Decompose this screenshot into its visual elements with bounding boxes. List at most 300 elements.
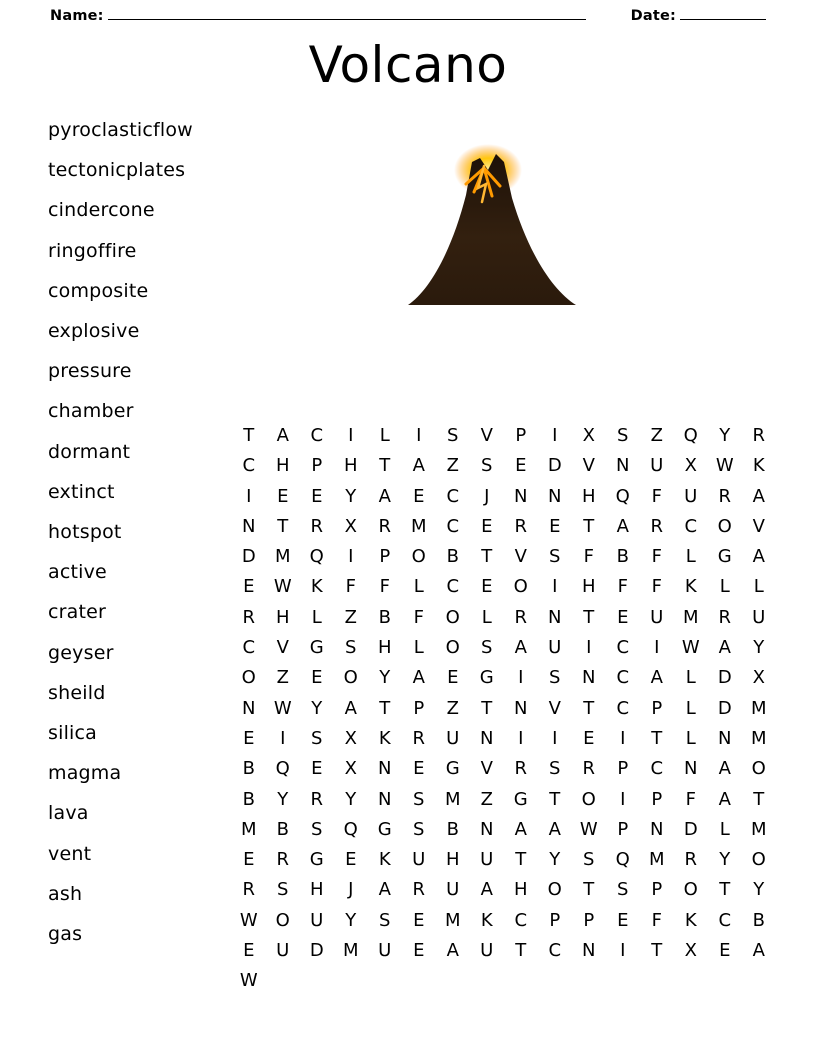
word-list-item[interactable]: composite — [48, 279, 149, 302]
grid-cell[interactable]: L — [413, 637, 425, 659]
word-list-item[interactable]: chamber — [48, 400, 134, 423]
grid-cell[interactable]: I — [280, 727, 286, 749]
grid-cell[interactable]: C — [616, 667, 630, 689]
grid-cell[interactable]: U — [310, 909, 324, 931]
grid-cell[interactable]: W — [273, 576, 293, 598]
grid-cell[interactable]: I — [620, 940, 626, 962]
word-list-item[interactable]: gas — [48, 923, 83, 946]
grid-cell[interactable]: N — [548, 485, 562, 507]
grid-cell[interactable]: B — [242, 758, 256, 780]
grid-cell[interactable]: I — [416, 425, 422, 446]
grid-cell[interactable]: R — [514, 515, 528, 537]
grid-cell[interactable]: P — [617, 758, 629, 780]
grid-cell[interactable]: P — [651, 788, 663, 810]
grid-cell[interactable]: L — [311, 606, 323, 628]
grid-cell[interactable]: T — [379, 455, 391, 477]
grid-cell[interactable]: B — [242, 788, 256, 810]
grid-cell[interactable]: B — [752, 909, 766, 931]
grid-cell[interactable]: X — [684, 940, 698, 962]
grid-cell[interactable]: U — [412, 849, 426, 871]
grid-cell[interactable]: X — [344, 758, 358, 780]
grid-cell[interactable]: U — [548, 637, 562, 659]
grid-cell[interactable]: O — [717, 515, 733, 537]
grid-cell[interactable]: O — [411, 546, 427, 568]
grid-cell[interactable]: I — [552, 425, 558, 446]
grid-cell[interactable]: Q — [275, 758, 291, 780]
word-list-item[interactable]: explosive — [48, 320, 140, 343]
grid-cell[interactable]: O — [275, 909, 291, 931]
grid-cell[interactable]: V — [548, 697, 562, 719]
grid-cell[interactable]: I — [518, 667, 524, 689]
grid-cell[interactable]: T — [515, 849, 527, 871]
grid-cell[interactable]: E — [413, 758, 425, 780]
grid-cell[interactable]: U — [480, 849, 494, 871]
word-list-item[interactable]: geyser — [48, 641, 114, 664]
grid-cell[interactable]: C — [718, 909, 732, 931]
grid-cell[interactable]: N — [480, 818, 494, 840]
grid-cell[interactable]: N — [378, 788, 392, 810]
grid-cell[interactable]: L — [719, 818, 731, 840]
grid-cell[interactable]: N — [514, 697, 528, 719]
grid-cell[interactable]: P — [379, 546, 391, 568]
grid-cell[interactable]: Y — [311, 697, 323, 719]
grid-cell[interactable]: B — [446, 546, 460, 568]
grid-cell[interactable]: S — [311, 727, 323, 749]
grid-cell[interactable]: A — [514, 818, 528, 840]
grid-cell[interactable]: E — [583, 727, 595, 749]
grid-cell[interactable]: M — [410, 515, 428, 537]
grid-cell[interactable]: U — [446, 727, 460, 749]
grid-cell[interactable]: E — [413, 485, 425, 507]
grid-cell[interactable]: K — [378, 727, 392, 749]
grid-cell[interactable]: C — [548, 940, 562, 962]
grid-cell[interactable]: L — [481, 606, 493, 628]
grid-cell[interactable]: S — [549, 546, 561, 568]
grid-cell[interactable]: I — [552, 727, 558, 749]
grid-cell[interactable]: R — [412, 879, 426, 901]
grid-cell[interactable]: F — [345, 576, 357, 598]
grid-cell[interactable]: O — [751, 849, 767, 871]
grid-cell[interactable]: I — [586, 637, 592, 659]
grid-cell[interactable]: I — [654, 637, 660, 659]
grid-cell[interactable]: N — [718, 727, 732, 749]
grid-cell[interactable]: S — [481, 637, 493, 659]
grid-cell[interactable]: F — [651, 485, 663, 507]
grid-cell[interactable]: M — [750, 727, 768, 749]
grid-cell[interactable]: Y — [719, 425, 731, 446]
grid-cell[interactable]: G — [309, 849, 325, 871]
grid-cell[interactable]: A — [718, 758, 732, 780]
grid-cell[interactable]: S — [481, 455, 493, 477]
grid-cell[interactable]: W — [239, 970, 259, 992]
grid-cell[interactable]: N — [480, 727, 494, 749]
grid-cell[interactable]: L — [685, 697, 697, 719]
grid-cell[interactable]: K — [684, 909, 698, 931]
grid-cell[interactable]: R — [718, 485, 732, 507]
grid-cell[interactable]: W — [579, 818, 599, 840]
grid-cell[interactable]: T — [379, 697, 391, 719]
grid-cell[interactable]: E — [617, 909, 629, 931]
grid-cell[interactable]: S — [413, 788, 425, 810]
grid-cell[interactable]: V — [752, 515, 766, 537]
grid-cell[interactable]: D — [547, 455, 563, 477]
grid-cell[interactable]: G — [479, 667, 495, 689]
grid-cell[interactable]: G — [445, 758, 461, 780]
grid-cell[interactable]: Y — [753, 637, 765, 659]
grid-cell[interactable]: C — [684, 515, 698, 537]
grid-cell[interactable]: A — [752, 485, 766, 507]
grid-cell[interactable]: T — [651, 940, 663, 962]
grid-cell[interactable]: O — [445, 606, 461, 628]
grid-cell[interactable]: Y — [379, 667, 391, 689]
grid-cell[interactable]: E — [413, 909, 425, 931]
grid-cell[interactable]: O — [751, 758, 767, 780]
grid-cell[interactable]: A — [344, 697, 358, 719]
grid-cell[interactable]: Z — [480, 788, 494, 810]
grid-cell[interactable]: N — [548, 606, 562, 628]
grid-cell[interactable]: A — [378, 879, 392, 901]
grid-cell[interactable]: Q — [615, 485, 631, 507]
grid-cell[interactable]: R — [718, 606, 732, 628]
grid-cell[interactable]: T — [753, 788, 765, 810]
grid-cell[interactable]: S — [617, 879, 629, 901]
word-list-item[interactable]: ash — [48, 882, 83, 905]
grid-cell[interactable]: T — [549, 788, 561, 810]
grid-cell[interactable]: M — [648, 849, 666, 871]
grid-cell[interactable]: M — [750, 697, 768, 719]
word-list-item[interactable]: silica — [48, 722, 98, 745]
grid-cell[interactable]: A — [412, 667, 426, 689]
grid-cell[interactable]: P — [651, 879, 663, 901]
grid-cell[interactable]: F — [379, 576, 391, 598]
word-list-item[interactable]: pyroclasticflow — [48, 119, 193, 141]
grid-cell[interactable]: H — [513, 879, 529, 901]
grid-cell[interactable]: K — [684, 576, 698, 598]
word-list-item[interactable]: crater — [48, 601, 107, 624]
grid-cell[interactable]: A — [548, 818, 562, 840]
grid-cell[interactable]: T — [651, 727, 663, 749]
grid-cell[interactable]: I — [246, 485, 252, 507]
grid-cell[interactable]: G — [717, 546, 733, 568]
grid-cell[interactable]: F — [413, 606, 425, 628]
grid-cell[interactable]: C — [242, 455, 256, 477]
grid-cell[interactable]: T — [583, 697, 595, 719]
grid-cell[interactable]: H — [445, 849, 461, 871]
grid-cell[interactable]: P — [549, 909, 561, 931]
grid-cell[interactable]: C — [242, 637, 256, 659]
grid-cell[interactable]: C — [446, 515, 460, 537]
word-list-item[interactable]: ringoffire — [48, 239, 137, 262]
word-list-item[interactable]: pressure — [48, 360, 132, 383]
grid-cell[interactable]: E — [447, 667, 459, 689]
grid-cell[interactable]: Z — [344, 606, 358, 628]
grid-cell[interactable]: R — [752, 425, 766, 446]
grid-cell[interactable]: V — [276, 637, 290, 659]
grid-cell[interactable]: T — [481, 546, 493, 568]
grid-cell[interactable]: X — [344, 515, 358, 537]
grid-cell[interactable]: C — [650, 758, 664, 780]
grid-cell[interactable]: A — [752, 940, 766, 962]
grid-cell[interactable]: L — [379, 425, 391, 446]
grid-cell[interactable]: U — [650, 606, 664, 628]
grid-cell[interactable]: L — [753, 576, 765, 598]
grid-cell[interactable]: P — [583, 909, 595, 931]
grid-cell[interactable]: L — [685, 727, 697, 749]
grid-cell[interactable]: O — [683, 879, 699, 901]
grid-cell[interactable]: R — [276, 849, 290, 871]
grid-cell[interactable]: Z — [650, 425, 664, 446]
grid-cell[interactable]: I — [518, 727, 524, 749]
grid-cell[interactable]: A — [276, 425, 290, 446]
grid-cell[interactable]: A — [378, 485, 392, 507]
grid-cell[interactable]: Z — [446, 697, 460, 719]
grid-cell[interactable]: Y — [549, 849, 561, 871]
grid-cell[interactable]: O — [581, 788, 597, 810]
grid-cell[interactable]: L — [685, 667, 697, 689]
grid-cell[interactable]: T — [583, 606, 595, 628]
grid-cell[interactable]: F — [651, 909, 663, 931]
grid-cell[interactable]: R — [310, 788, 324, 810]
grid-cell[interactable]: T — [515, 940, 527, 962]
grid-cell[interactable]: R — [242, 606, 256, 628]
word-list-item[interactable]: sheild — [48, 681, 106, 704]
grid-cell[interactable]: T — [277, 515, 289, 537]
grid-cell[interactable]: G — [309, 637, 325, 659]
grid-cell[interactable]: R — [514, 758, 528, 780]
grid-cell[interactable]: C — [310, 425, 324, 446]
grid-cell[interactable]: H — [581, 576, 597, 598]
grid-cell[interactable]: P — [311, 455, 323, 477]
grid-cell[interactable]: A — [718, 788, 732, 810]
grid-cell[interactable]: W — [273, 697, 293, 719]
grid-cell[interactable]: C — [616, 637, 630, 659]
grid-cell[interactable]: R — [684, 849, 698, 871]
grid-cell[interactable]: E — [311, 485, 323, 507]
word-list-item[interactable]: tectonicplates — [48, 159, 186, 182]
grid-cell[interactable]: S — [583, 849, 595, 871]
grid-cell[interactable]: L — [413, 576, 425, 598]
grid-cell[interactable]: R — [242, 879, 256, 901]
grid-cell[interactable]: X — [344, 727, 358, 749]
grid-cell[interactable]: M — [342, 940, 360, 962]
grid-cell[interactable]: T — [583, 515, 595, 537]
word-list-item[interactable]: hotspot — [48, 521, 122, 544]
grid-cell[interactable]: N — [582, 940, 596, 962]
grid-cell[interactable]: I — [552, 576, 558, 598]
grid-cell[interactable]: F — [651, 546, 663, 568]
date-input-line[interactable] — [680, 7, 766, 20]
grid-cell[interactable]: P — [651, 697, 663, 719]
grid-cell[interactable]: U — [650, 455, 664, 477]
grid-cell[interactable]: H — [275, 455, 291, 477]
grid-cell[interactable]: D — [717, 697, 733, 719]
grid-cell[interactable]: E — [243, 727, 255, 749]
grid-cell[interactable]: E — [549, 515, 561, 537]
grid-cell[interactable]: A — [650, 667, 664, 689]
grid-cell[interactable]: Y — [345, 788, 357, 810]
grid-cell[interactable]: F — [651, 576, 663, 598]
grid-cell[interactable]: T — [719, 879, 731, 901]
grid-cell[interactable]: O — [547, 879, 563, 901]
grid-cell[interactable]: S — [549, 667, 561, 689]
grid-cell[interactable]: Q — [309, 546, 325, 568]
grid-cell[interactable]: J — [484, 485, 490, 507]
grid-cell[interactable]: C — [446, 485, 460, 507]
grid-cell[interactable]: V — [480, 425, 494, 446]
grid-cell[interactable]: U — [446, 879, 460, 901]
grid-cell[interactable]: E — [515, 455, 527, 477]
grid-cell[interactable]: K — [480, 909, 494, 931]
grid-cell[interactable]: Y — [719, 849, 731, 871]
grid-cell[interactable]: I — [620, 727, 626, 749]
grid-cell[interactable]: E — [719, 940, 731, 962]
grid-cell[interactable]: S — [379, 909, 391, 931]
grid-cell[interactable]: X — [684, 455, 698, 477]
grid-cell[interactable]: L — [685, 546, 697, 568]
grid-cell[interactable]: C — [514, 909, 528, 931]
grid-cell[interactable]: F — [685, 788, 697, 810]
grid-cell[interactable]: N — [378, 758, 392, 780]
grid-cell[interactable]: A — [480, 879, 494, 901]
grid-cell[interactable]: S — [413, 818, 425, 840]
grid-cell[interactable]: W — [239, 909, 259, 931]
grid-cell[interactable]: U — [378, 940, 392, 962]
grid-cell[interactable]: N — [242, 515, 256, 537]
grid-cell[interactable]: T — [243, 425, 255, 446]
grid-cell[interactable]: Y — [345, 909, 357, 931]
grid-cell[interactable]: S — [345, 637, 357, 659]
name-input-line[interactable] — [108, 7, 586, 20]
grid-cell[interactable]: Y — [753, 879, 765, 901]
grid-cell[interactable]: C — [616, 697, 630, 719]
grid-cell[interactable]: E — [311, 758, 323, 780]
grid-cell[interactable]: D — [683, 818, 699, 840]
grid-cell[interactable]: H — [581, 485, 597, 507]
grid-cell[interactable]: Q — [615, 849, 631, 871]
grid-cell[interactable]: V — [514, 546, 528, 568]
grid-cell[interactable]: N — [514, 485, 528, 507]
grid-cell[interactable]: G — [377, 818, 393, 840]
grid-cell[interactable]: S — [617, 425, 629, 446]
grid-cell[interactable]: B — [616, 546, 630, 568]
grid-cell[interactable]: I — [348, 546, 354, 568]
grid-cell[interactable]: O — [513, 576, 529, 598]
grid-cell[interactable]: J — [348, 879, 354, 901]
grid-cell[interactable]: E — [413, 940, 425, 962]
word-list-item[interactable]: extinct — [48, 480, 115, 503]
grid-cell[interactable]: U — [684, 485, 698, 507]
grid-cell[interactable]: W — [715, 455, 735, 477]
grid-cell[interactable]: Y — [345, 485, 357, 507]
grid-cell[interactable]: M — [682, 606, 700, 628]
grid-cell[interactable]: I — [620, 788, 626, 810]
grid-cell[interactable]: M — [444, 909, 462, 931]
grid-cell[interactable]: F — [617, 576, 629, 598]
grid-cell[interactable]: N — [650, 818, 664, 840]
grid-cell[interactable]: N — [242, 697, 256, 719]
grid-cell[interactable]: E — [277, 485, 289, 507]
grid-cell[interactable]: R — [412, 727, 426, 749]
word-list-item[interactable]: magma — [48, 762, 122, 785]
grid-cell[interactable]: Q — [343, 818, 359, 840]
grid-cell[interactable]: R — [514, 606, 528, 628]
grid-cell[interactable]: E — [243, 849, 255, 871]
grid-cell[interactable]: C — [446, 576, 460, 598]
grid-cell[interactable]: N — [684, 758, 698, 780]
grid-cell[interactable]: Z — [276, 667, 290, 689]
grid-cell[interactable]: P — [515, 425, 527, 446]
grid-cell[interactable]: P — [413, 697, 425, 719]
grid-cell[interactable]: X — [582, 425, 596, 446]
grid-cell[interactable]: Y — [277, 788, 289, 810]
grid-cell[interactable]: V — [582, 455, 596, 477]
grid-cell[interactable]: A — [616, 515, 630, 537]
grid-cell[interactable]: D — [241, 546, 257, 568]
grid-cell[interactable]: A — [752, 546, 766, 568]
grid-cell[interactable]: E — [481, 515, 493, 537]
grid-cell[interactable]: K — [310, 576, 324, 598]
word-list-item[interactable]: active — [48, 561, 107, 584]
grid-cell[interactable]: S — [277, 879, 289, 901]
grid-cell[interactable]: R — [310, 515, 324, 537]
grid-cell[interactable]: K — [378, 849, 392, 871]
grid-cell[interactable]: H — [343, 455, 359, 477]
grid-cell[interactable]: E — [243, 940, 255, 962]
grid-cell[interactable]: O — [241, 667, 257, 689]
grid-cell[interactable]: D — [717, 667, 733, 689]
grid-cell[interactable]: R — [378, 515, 392, 537]
grid-cell[interactable]: H — [275, 606, 291, 628]
grid-cell[interactable]: L — [719, 576, 731, 598]
grid-cell[interactable]: Q — [683, 425, 699, 446]
word-list-item[interactable]: dormant — [48, 440, 131, 463]
grid-cell[interactable]: I — [348, 425, 354, 446]
grid-cell[interactable]: D — [309, 940, 325, 962]
grid-cell[interactable]: P — [617, 818, 629, 840]
grid-cell[interactable]: H — [377, 637, 393, 659]
grid-cell[interactable]: O — [343, 667, 359, 689]
grid-cell[interactable]: M — [444, 788, 462, 810]
grid-cell[interactable]: Z — [446, 455, 460, 477]
grid-cell[interactable]: V — [480, 758, 494, 780]
grid-cell[interactable]: B — [446, 818, 460, 840]
grid-cell[interactable]: O — [445, 637, 461, 659]
grid-cell[interactable]: F — [583, 546, 595, 568]
grid-cell[interactable]: R — [650, 515, 664, 537]
grid-cell[interactable]: U — [752, 606, 766, 628]
grid-cell[interactable]: H — [309, 879, 325, 901]
grid-cell[interactable]: U — [276, 940, 290, 962]
grid-cell[interactable]: K — [752, 455, 766, 477]
grid-cell[interactable]: W — [681, 637, 701, 659]
grid-cell[interactable]: E — [311, 667, 323, 689]
grid-cell[interactable]: N — [616, 455, 630, 477]
word-list-item[interactable]: vent — [48, 842, 92, 865]
grid-cell[interactable]: E — [345, 849, 357, 871]
grid-cell[interactable]: N — [582, 667, 596, 689]
grid-cell[interactable]: S — [311, 818, 323, 840]
grid-cell[interactable]: S — [549, 758, 561, 780]
grid-cell[interactable]: A — [412, 455, 426, 477]
grid-cell[interactable]: T — [481, 697, 493, 719]
grid-cell[interactable]: A — [446, 940, 460, 962]
grid-cell[interactable]: M — [240, 818, 258, 840]
grid-cell[interactable]: A — [514, 637, 528, 659]
grid-cell[interactable]: E — [481, 576, 493, 598]
grid-cell[interactable]: M — [274, 546, 292, 568]
grid-cell[interactable]: A — [718, 637, 732, 659]
grid-cell[interactable]: S — [447, 425, 459, 446]
